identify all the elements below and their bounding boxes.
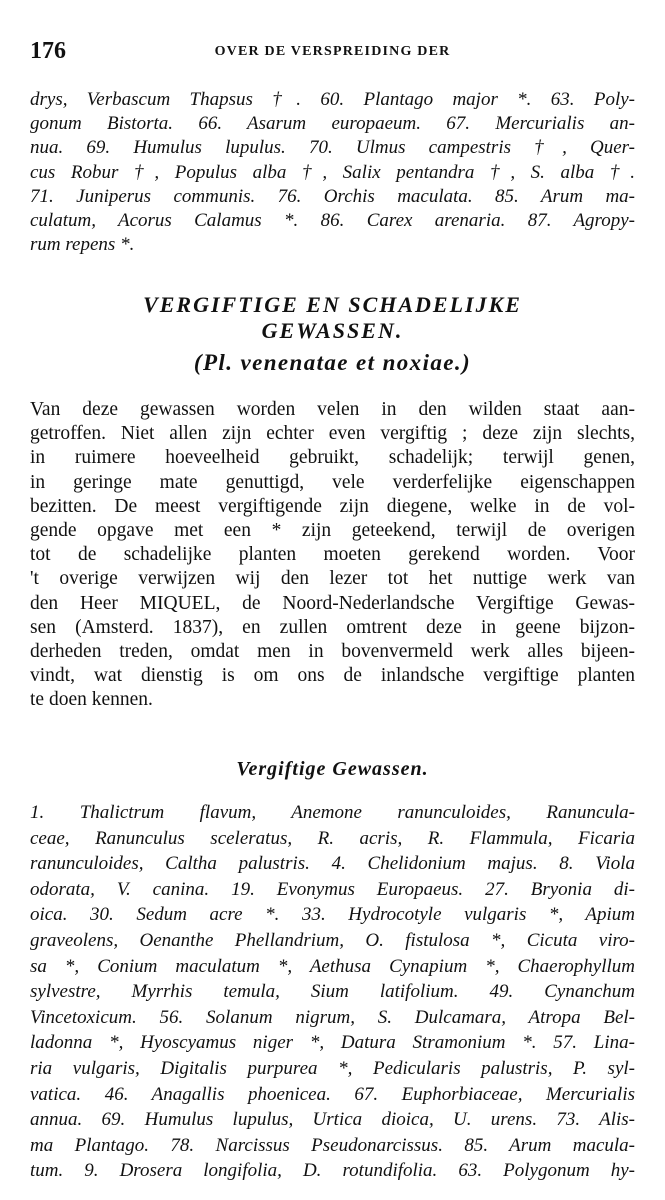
text-line: drys, Verbascum Thapsus †. 60. Plantago major *. 63. Poly-	[30, 89, 635, 110]
list-line: 1. Thalictrum flavum, Anemone ranunculoides, Ranuncula-	[30, 802, 635, 823]
text-line: rum repens *.	[30, 234, 135, 256]
text-line: den Heer MIQUEL, de Noord-Nederlandsche Vergiftige Gewas-	[30, 592, 635, 614]
intro-paragraph	[30, 88, 635, 257]
section-title-latin: (Pl. venenatae et noxiae.)	[193, 350, 472, 375]
section-title-line-1: VERGIFTIGE EN SCHADELIJKE	[143, 292, 522, 317]
section-title-line-2: GEWASSEN.	[261, 318, 404, 343]
text-line: vindt, wat dienstig is om ons de inlandsche vergiftige planten	[30, 665, 635, 687]
plant-list	[30, 800, 635, 1184]
text-line: te doen kennen.	[30, 689, 153, 711]
subsection-heading: Vergiftige Gewassen.	[236, 758, 429, 780]
page-header	[30, 38, 635, 64]
text-line: Van deze gewassen worden velen in den wilden staat aan-	[30, 399, 635, 420]
text-line: tot de schadelijke planten moeten gerekend worden. Voor	[30, 544, 635, 566]
list-line: tum. 9. Drosera longifolia, D. rotundifolia. 63. Polygonum hy-	[30, 1160, 635, 1182]
running-head: OVER DE VERSPREIDING DER	[214, 44, 451, 59]
list-line: oica. 30. Sedum acre *. 33. Hydrocotyle vulgaris *, Apium	[30, 904, 635, 926]
text-line: gonum Bistorta. 66. Asarum europaeum. 67. Mercurialis an-	[30, 113, 635, 135]
text-line: 't overige verwijzen wij den lezer tot het nuttige werk van	[30, 568, 635, 590]
text-line: bezitten. De meest vergiftigende zijn diegene, welke in de vol-	[30, 495, 635, 517]
text-line: cus Robur †, Populus alba †, Salix pentandra †, S. alba †.	[30, 161, 635, 183]
text-line: getroffen. Niet allen zijn echter even vergiftig ; deze zijn slechts,	[30, 423, 635, 445]
text-line: gende opgave met een * zijn geteekend, terwijl de overigen	[30, 520, 635, 542]
list-line: ma Plantago. 78. Narcissus Pseudonarcissus. 85. Arum macula-	[30, 1134, 635, 1156]
list-line: graveolens, Oenanthe Phellandrium, O. fistulosa *, Cicuta viro-	[30, 929, 635, 951]
text-line: in ruimere hoeveelheid gebruikt, schadelijk; terwijl genen,	[30, 447, 635, 469]
text-line: culatum, Acorus Calamus *. 86. Carex arenaria. 87. Agropy-	[30, 210, 635, 232]
list-line: annua. 69. Humulus lupulus, Urtica dioica, U. urens. 73. Alis-	[30, 1109, 635, 1131]
list-line: sylvestre, Myrrhis temula, Sium latifolium. 49. Cynanchum	[30, 981, 635, 1003]
text-line: 71. Juniperus communis. 76. Orchis maculata. 85. Arum ma-	[30, 185, 635, 207]
list-line: ceae, Ranunculus sceleratus, R. acris, R. Flammula, Ficaria	[30, 827, 635, 849]
list-line: ria vulgaris, Digitalis purpurea *, Pedicularis palustris, P. syl-	[30, 1057, 635, 1079]
body-paragraph	[30, 398, 635, 713]
text-line: sen (Amsterd. 1837), en zullen omtrent deze in geene bijzon-	[30, 616, 635, 638]
list-line: sa *, Conium maculatum *, Aethusa Cynapium *, Chaerophyllum	[30, 955, 635, 977]
list-line: odorata, V. canina. 19. Evonymus Europaeus. 27. Bryonia di-	[30, 878, 635, 900]
page-number: 176	[30, 38, 66, 64]
list-line: vatica. 46. Anagallis phoenicea. 67. Euphorbiaceae, Mercurialis	[30, 1083, 635, 1105]
list-line: ladonna *, Hyoscyamus niger *, Datura Stramonium *. 57. Lina-	[30, 1032, 635, 1054]
text-line: in geringe mate genuttigd, vele verderfelijke eigenschappen	[30, 471, 635, 493]
list-line: Vincetoxicum. 56. Solanum nigrum, S. Dulcamara, Atropa Bel-	[30, 1006, 635, 1028]
text-line: derheden treden, omdat men in bovenvermeld werk alles bijeen-	[30, 641, 635, 663]
text-line: nua. 69. Humulus lupulus. 70. Ulmus campestris †, Quer-	[30, 137, 635, 159]
list-line: ranunculoides, Caltha palustris. 4. Chelidonium majus. 8. Viola	[30, 853, 635, 875]
